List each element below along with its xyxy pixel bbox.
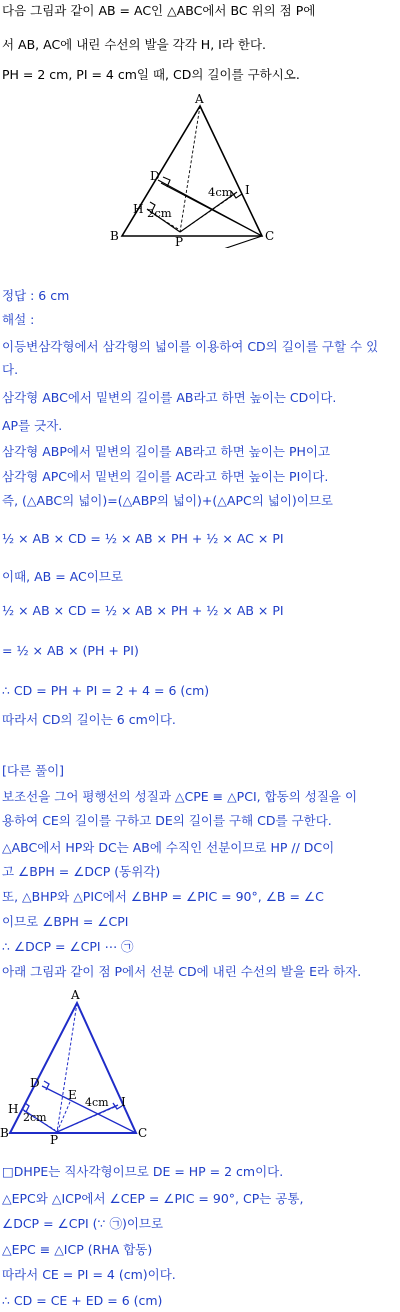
length-2cm: 2cm — [147, 206, 172, 220]
expl-line-5: 삼각형 ABP에서 밑변의 길이를 AB라고 하면 높이는 PH이고 — [2, 444, 331, 459]
problem-line-1: 다음 그림과 같이 AB = AC인 △ABC에서 BC 위의 점 P에 — [2, 3, 316, 18]
label2-B: B — [0, 1126, 9, 1140]
alt-line-2: 용하여 CE의 길이를 구하고 DE의 길이를 구해 CD를 구한다. — [2, 813, 332, 828]
label2-E: E — [68, 1088, 77, 1102]
label-A: A — [195, 92, 204, 106]
label2-P: P — [50, 1133, 59, 1145]
alt-line-11: ∠DCP = ∠CPI (∵ ㉠)이므로 — [2, 1216, 164, 1231]
label2-D: D — [30, 1076, 40, 1090]
alt-line-5: 또, △BHP와 △PIC에서 ∠BHP = ∠PIC = 90°, ∠B = ∠C — [2, 889, 324, 904]
expl-line-9: 이때, AB = AC이므로 — [2, 569, 123, 584]
length2-4cm: 4cm — [85, 1096, 109, 1109]
length2-2cm: 2cm — [23, 1111, 47, 1124]
length-4cm: 4cm — [208, 185, 233, 199]
label-C: C — [265, 229, 275, 243]
label-I: I — [245, 183, 250, 197]
label2-H: H — [8, 1102, 19, 1116]
expl-equation-3: = ½ × AB × (PH + PI) — [2, 643, 139, 658]
answer-label: 정답 : 6 cm — [2, 288, 70, 303]
alt-line-7: ∴ ∠DCP = ∠CPI ⋯ ㉠ — [2, 939, 134, 954]
alt-line-10: △EPC와 △ICP에서 ∠CEP = ∠PIC = 90°, CP는 공통, — [2, 1191, 304, 1206]
expl-equation-2: ½ × AB × CD = ½ × AB × PH + ½ × AB × PI — [2, 603, 284, 618]
alt-line-13: 따라서 CE = PI = 4 (cm)이다. — [2, 1267, 176, 1282]
triangle-figure-2 — [0, 985, 400, 1145]
label2-C: C — [138, 1126, 148, 1140]
explanation-title: 해설 : — [2, 312, 35, 327]
alt-line-12: △EPC ≡ △ICP (RHA 합동) — [2, 1242, 153, 1257]
label2-I: I — [121, 1095, 126, 1109]
problem-line-3: PH = 2 cm, PI = 4 cm일 때, CD의 길이를 구하시오. — [2, 67, 300, 82]
problem-line-2: 서 AB, AC에 내린 수선의 발을 각각 H, I라 한다. — [2, 37, 267, 52]
expl-line-4: AP를 긋자. — [2, 418, 63, 433]
expl-line-1: 이등변삼각형에서 삼각형의 넓이를 이용하여 CD의 길이를 구할 수 있 — [2, 339, 379, 354]
label-B: B — [110, 229, 119, 243]
alt-line-4: 고 ∠BPH = ∠DCP (동위각) — [2, 864, 161, 879]
expl-line-3: 삼각형 ABC에서 밑변의 길이를 AB라고 하면 높이는 CD이다. — [2, 390, 337, 405]
alt-line-8: 아래 그림과 같이 점 P에서 선분 CD에 내린 수선의 발을 E라 하자. — [2, 964, 362, 979]
alt-line-6: 이므로 ∠BPH = ∠CPI — [2, 914, 129, 929]
label-D: D — [150, 169, 160, 183]
expl-equation-1: ½ × AB × CD = ½ × AB × PH + ½ × AC × PI — [2, 531, 284, 546]
label2-A: A — [71, 988, 80, 1002]
alt-line-1: 보조선을 그어 평행선의 성질과 △CPE ≡ △PCI, 합동의 성질을 이 — [2, 789, 358, 804]
expl-line-6: 삼각형 APC에서 밑변의 길이를 AC라고 하면 높이는 PI이다. — [2, 469, 329, 484]
triangle-figure-1 — [0, 88, 400, 248]
alt-line-14: ∴ CD = CE + ED = 6 (cm) — [2, 1293, 163, 1308]
expl-line-7: 즉, (△ABC의 넓이)=(△ABP의 넓이)+(△APC의 넓이)이므로 — [2, 493, 334, 508]
label-P: P — [175, 235, 184, 248]
expl-line-2: 다. — [2, 362, 19, 377]
expl-conclusion-2: 따라서 CD의 길이는 6 cm이다. — [2, 712, 176, 727]
expl-conclusion-1: ∴ CD = PH + PI = 2 + 4 = 6 (cm) — [2, 683, 210, 698]
alt-title: [다른 풀이] — [2, 763, 65, 778]
alt-line-9: □DHPE는 직사각형이므로 DE = HP = 2 cm이다. — [2, 1164, 284, 1179]
label-H: H — [133, 202, 144, 216]
alt-line-3: △ABC에서 HP와 DC는 AB에 수직인 선분이므로 HP // DC이 — [2, 840, 335, 855]
